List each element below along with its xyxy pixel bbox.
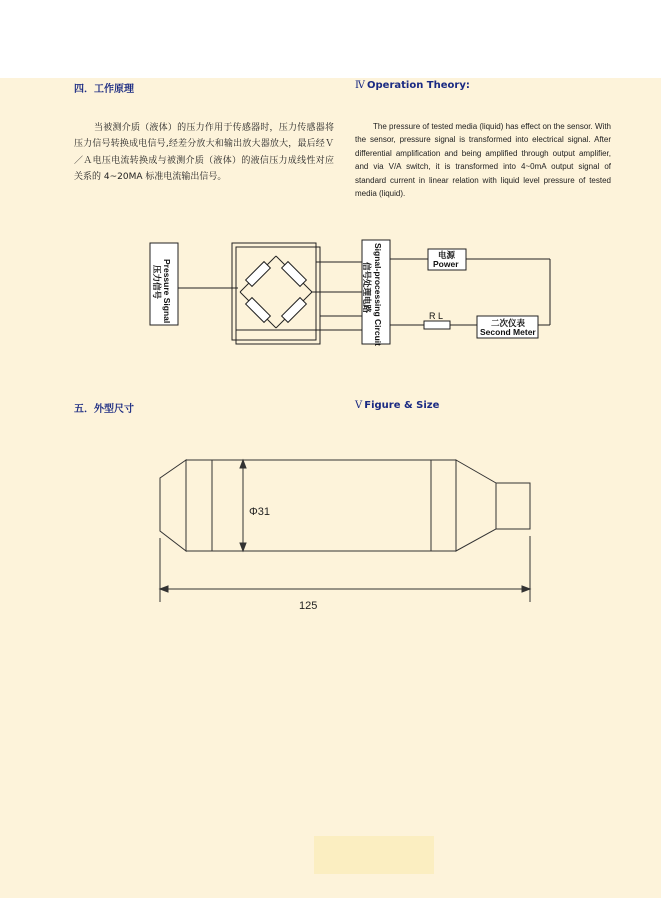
second-meter-label-en: Second Meter [480,327,536,337]
second-meter-label-cn: 二次仪表 [491,318,526,328]
footer-tab [314,836,434,874]
section-4-title: Operation Theory: [367,80,470,91]
section-5-numeral: Ⅴ [355,400,363,411]
length-label: 125 [299,600,318,612]
section-4-numeral: Ⅳ [355,80,365,91]
power-label-cn: 电源 [438,250,456,260]
operation-theory-text-en: The pressure of tested media (liquid) has effect on the sensor. With the sensor, pressure signal is transformed into electrical signal. After differential amplification and being amplified through output amplifier, and via V/A switch, it is transformed into 4~0mA output signal of standard current in linear relation with liquid level pressure of tested media (liquid). [355,122,611,199]
diameter-label: Φ31 [249,506,271,518]
pressure-signal-label-cn: 压力信号 [152,265,162,300]
section-5-title: Figure & Size [364,400,440,411]
processing-circuit-label-cn: 信号处理电路 [362,262,372,314]
pressure-signal-label-en: Pressure Signal [162,259,172,324]
section-5-heading-cn: 五．外型尺寸 [74,404,134,415]
resistor-label: R L [429,311,444,321]
section-4-heading-cn: 四．工作原理 [74,84,134,95]
power-label-en: Power [433,259,459,269]
processing-circuit-label-en: Signal-processing Circuit [373,243,383,346]
operation-theory-text-cn: 当被测介质（液体）的压力作用于传感器时，压力传感器将压力信号转换成电信号,经差分放大和输出放大器放大，最后经Ｖ／Ａ电压电流转换成与被测介质（液体）的液信压力成线性对应关系的 4~20MA 标准电流输出信号。 [74,123,334,182]
